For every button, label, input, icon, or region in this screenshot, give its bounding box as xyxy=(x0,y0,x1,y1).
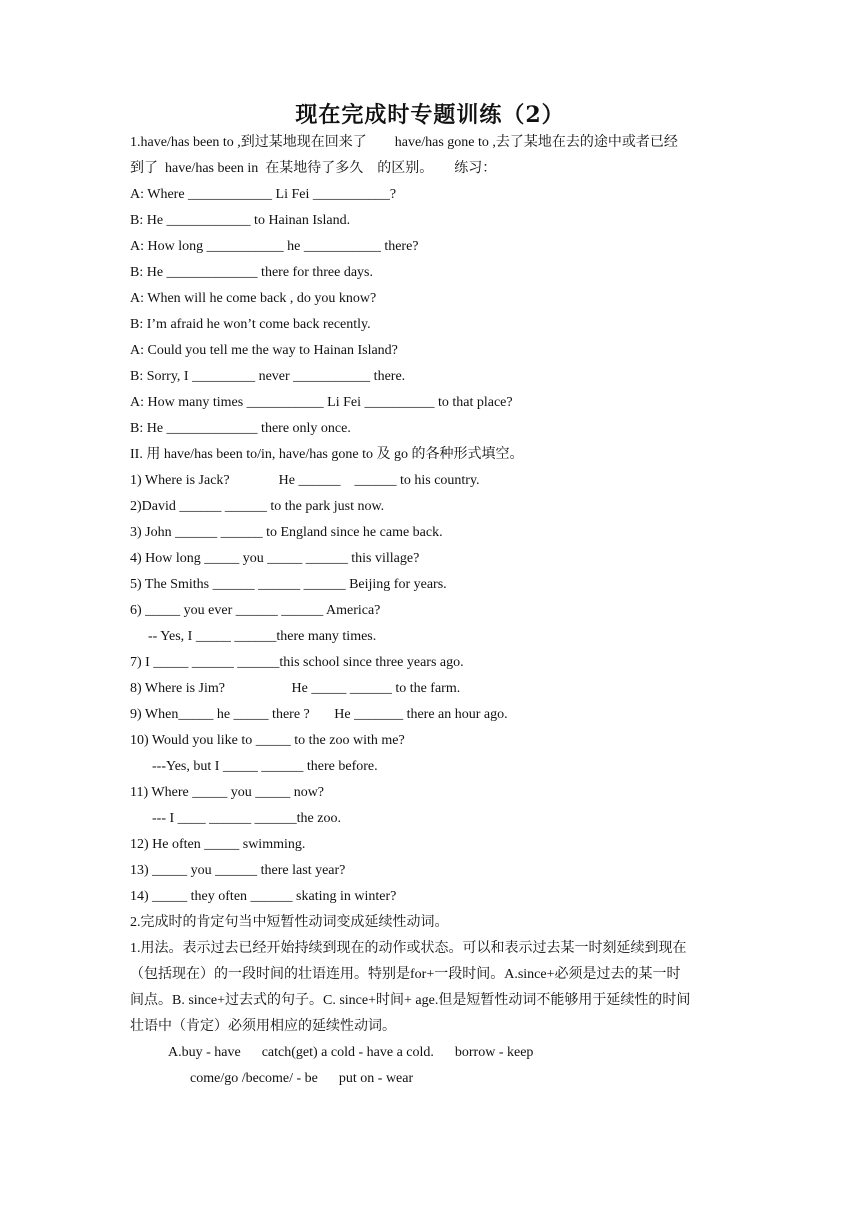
exercise-item: 9) When_____ he _____ there ? He _______ there an hour ago. xyxy=(130,707,508,722)
page-title: 现在完成时专题训练（2） xyxy=(295,102,565,128)
exercise-item: 2)David ______ ______ to the park just now. xyxy=(130,499,385,514)
exercise-item: 3) John ______ ______ to England since he came back. xyxy=(130,525,443,540)
exercise-answer: -- Yes, I _____ ______there many times. xyxy=(148,629,377,644)
exercise-item: 10) Would you like to _____ to the zoo with me? xyxy=(130,733,405,748)
exercise-item: 13) _____ you ______ there last year? xyxy=(130,863,346,878)
exercise-answer: --- I ____ ______ ______the zoo. xyxy=(152,811,341,826)
text-line: 1.have/has been to ,到过某地现在回来了 have/has gone to ,去了某地在去的途中或者已经 xyxy=(130,135,678,150)
section-heading: II. 用 have/has been to/in, have/has gone to 及 go 的各种形式填空。 xyxy=(130,447,524,462)
paragraph-line: 1.用法。表示过去已经开始持续到现在的动作或状态。可以和表示过去某一时刻延续到现在 xyxy=(130,941,687,956)
dialogue-line: B: He _____________ there for three days. xyxy=(130,265,373,280)
dialogue-line: B: I’m afraid he won’t come back recently. xyxy=(130,317,371,332)
verb-pair-line: A.buy - have catch(get) a cold - have a cold. borrow - keep xyxy=(168,1045,534,1060)
dialogue-line: A: How long ___________ he ___________ there? xyxy=(130,239,419,254)
exercise-item: 1) Where is Jack? He ______ ______ to his country. xyxy=(130,473,480,488)
exercise-item: 4) How long _____ you _____ ______ this village? xyxy=(130,551,420,566)
dialogue-line: B: He _____________ there only once. xyxy=(130,421,351,436)
text-line: 到了 have/has been in 在某地待了多久 的区别。 练习： xyxy=(130,161,497,176)
section-heading: 2.完成时的肯定句当中短暂性动词变成延续性动词。 xyxy=(130,915,449,930)
dialogue-line: A: How many times ___________ Li Fei __________ to that place? xyxy=(130,395,513,410)
dialogue-line: B: Sorry, I _________ never ___________ there. xyxy=(130,369,406,384)
verb-pair-line: come/go /become/ - be put on - wear xyxy=(190,1071,414,1086)
exercise-answer: ---Yes, but I _____ ______ there before. xyxy=(152,759,378,774)
exercise-item: 5) The Smiths ______ ______ ______ Beijing for years. xyxy=(130,577,447,592)
paragraph-line: （包括现在）的一段时间的壮语连用。特别是for+一段时间。A.since+必须是过去的某一时 xyxy=(130,967,681,982)
dialogue-line: A: Where ____________ Li Fei ___________? xyxy=(130,187,397,202)
document-body xyxy=(130,130,735,1092)
exercise-item: 6) _____ you ever ______ ______ America? xyxy=(130,603,381,618)
dialogue-line: A: Could you tell me the way to Hainan Island? xyxy=(130,343,398,358)
exercise-item: 12) He often _____ swimming. xyxy=(130,837,306,852)
exercise-item: 14) _____ they often ______ skating in winter? xyxy=(130,889,397,904)
exercise-item: 8) Where is Jim? He _____ ______ to the farm. xyxy=(130,681,461,696)
exercise-item: 7) I _____ ______ ______this school since three years ago. xyxy=(130,655,464,670)
paragraph-line: 壮语中（肯定）必须用相应的延续性动词。 xyxy=(130,1019,396,1034)
dialogue-line: B: He ____________ to Hainan Island. xyxy=(130,213,351,228)
exercise-item: 11) Where _____ you _____ now? xyxy=(130,785,325,800)
dialogue-line: A: When will he come back , do you know? xyxy=(130,291,377,306)
paragraph-line: 间点。B. since+过去式的句子。C. since+时间+ age.但是短暂性动词不能够用于延续性的时间 xyxy=(130,993,691,1008)
